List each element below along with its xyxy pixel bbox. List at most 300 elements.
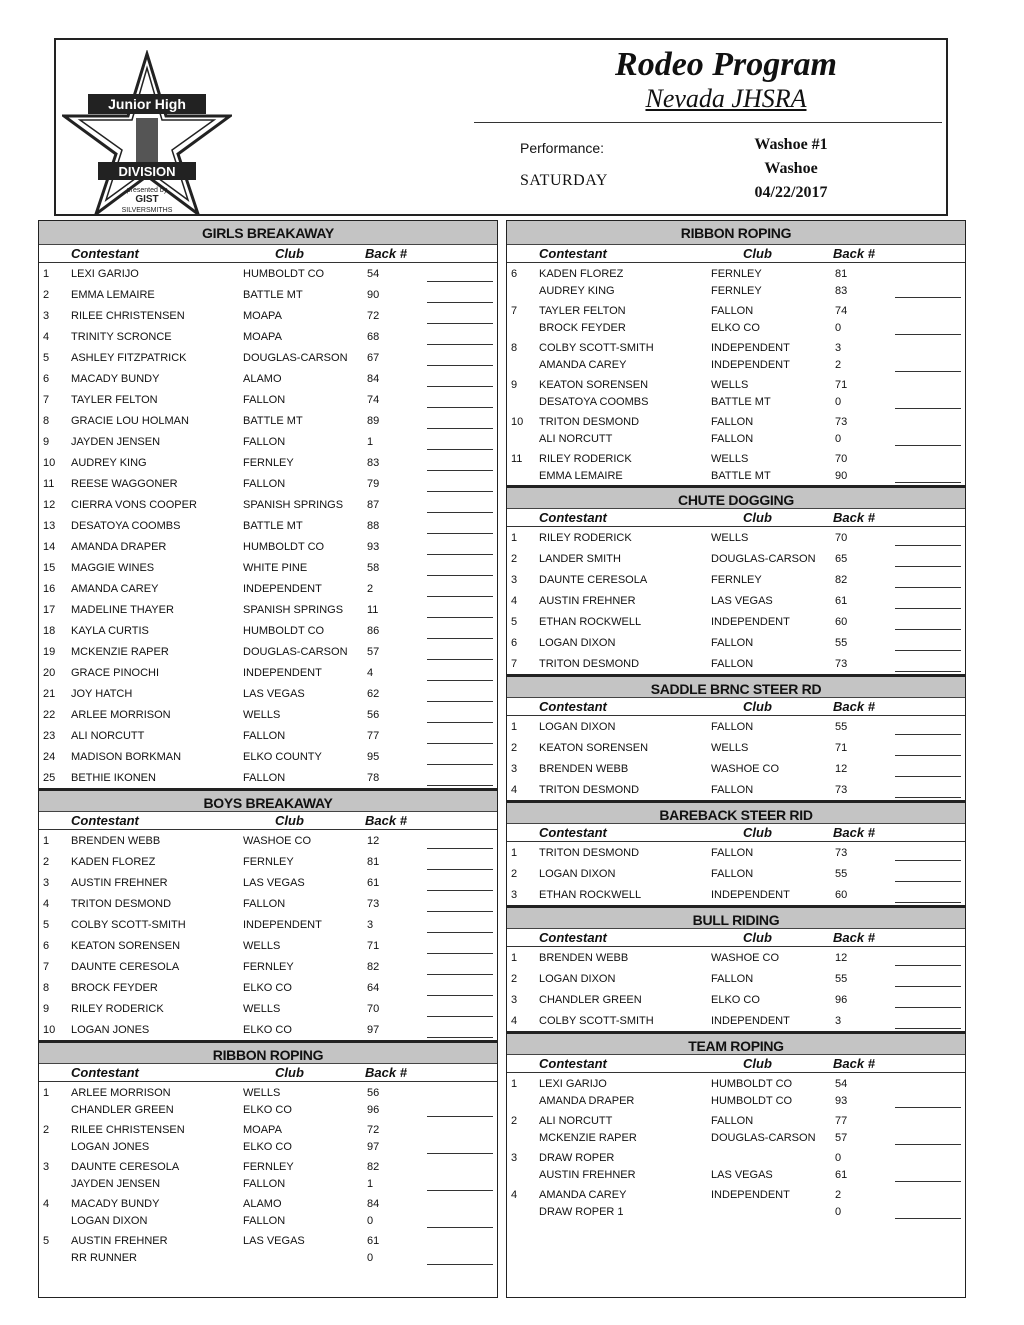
score-line <box>895 629 961 630</box>
entry-row <box>39 389 497 410</box>
event-section-bareback-steer-rid <box>507 800 965 905</box>
score-line <box>427 953 493 954</box>
score-line <box>427 974 493 975</box>
club-name: ELKO CO <box>243 982 292 994</box>
event-title: TEAM ROPING <box>507 1031 965 1055</box>
contestant-name: KADEN FLOREZ <box>71 856 156 868</box>
draw-position: 4 <box>43 1198 50 1210</box>
back-number: 3 <box>835 1015 842 1027</box>
entry-row <box>507 548 965 569</box>
club-name: FALLON <box>711 1115 754 1127</box>
event-section-ribbon-roping <box>507 221 965 485</box>
score-line <box>895 371 961 372</box>
club-name: LAS VEGAS <box>243 1235 305 1247</box>
club-name: FALLON <box>243 478 286 490</box>
club-name: FERNLEY <box>711 268 762 280</box>
back-number: 58 <box>367 562 380 574</box>
back-number: 73 <box>367 898 380 910</box>
partner-club: ELKO CO <box>243 1104 292 1116</box>
score-line <box>427 617 493 618</box>
logo-text-sponsor: GIST <box>135 194 159 205</box>
draw-position: 5 <box>43 919 50 931</box>
back-number: 3 <box>835 342 842 354</box>
club-name: FALLON <box>711 416 754 428</box>
club-name: FALLON <box>243 730 286 742</box>
back-number: 74 <box>835 305 848 317</box>
event-title: BAREBACK STEER RID <box>507 800 965 824</box>
back-number: 55 <box>835 973 848 985</box>
draw-position: 5 <box>43 1235 50 1247</box>
entry-row <box>39 956 497 977</box>
header-club: Club <box>743 1056 772 1071</box>
entry-row <box>39 662 497 683</box>
back-number: 64 <box>367 982 380 994</box>
performance-day: SATURDAY <box>520 172 608 189</box>
draw-position: 4 <box>43 331 50 343</box>
back-number: 73 <box>835 784 848 796</box>
entry-row <box>507 569 965 590</box>
partner-club: FERNLEY <box>711 285 762 297</box>
header-contestant: Contestant <box>71 1065 139 1080</box>
entry-row <box>39 347 497 368</box>
contestant-name: MACADY BUNDY <box>71 373 160 385</box>
contestant-name: DAUNTE CERESOLA <box>71 961 180 973</box>
back-number: 84 <box>367 1198 380 1210</box>
draw-position: 4 <box>511 784 518 796</box>
logo-text-presented: presented by <box>126 187 168 194</box>
partner-back-number: 2 <box>835 359 842 371</box>
draw-position: 3 <box>511 889 518 901</box>
back-number: 60 <box>835 889 848 901</box>
back-number: 88 <box>367 520 380 532</box>
draw-position: 22 <box>43 709 56 721</box>
contestant-name: BRENDEN WEBB <box>539 763 629 775</box>
back-number: 61 <box>367 1235 380 1247</box>
partner-club: LAS VEGAS <box>711 1169 773 1181</box>
score-line <box>427 911 493 912</box>
right-events-column <box>506 220 966 1298</box>
entry-row <box>39 620 497 641</box>
header-club: Club <box>743 825 772 840</box>
club-name: WASHOE CO <box>711 763 780 775</box>
partner-club: DOUGLAS-CARSON <box>711 1132 816 1144</box>
club-name: DOUGLAS-CARSON <box>711 553 816 565</box>
partner-back-number: 0 <box>367 1215 374 1227</box>
draw-position: 5 <box>43 352 50 364</box>
contestant-name: AUSTIN FREHNER <box>71 1235 168 1247</box>
score-line <box>895 902 961 903</box>
partner-club: HUMBOLDT CO <box>711 1095 793 1107</box>
header-club: Club <box>743 246 772 261</box>
partner-name: MCKENZIE RAPER <box>539 1132 637 1144</box>
score-line <box>895 734 961 735</box>
draw-position: 6 <box>43 373 50 385</box>
club-name: FALLON <box>711 637 754 649</box>
rodeo-name: Washoe #1 <box>754 136 828 153</box>
draw-position: 17 <box>43 604 56 616</box>
score-line <box>427 932 493 933</box>
entry-row <box>507 884 965 905</box>
draw-position: 11 <box>511 453 523 465</box>
partner-back-number: 0 <box>835 433 842 445</box>
entry-row <box>39 1119 497 1156</box>
club-name: ELKO CO <box>243 1024 292 1036</box>
contestant-name: RILEY RODERICK <box>71 1003 164 1015</box>
draw-position: 21 <box>43 688 56 700</box>
score-line <box>895 776 961 777</box>
club-name: WELLS <box>711 742 749 754</box>
club-name: BATTLE MT <box>243 289 303 301</box>
draw-position: 18 <box>43 625 56 637</box>
score-line <box>427 365 493 366</box>
back-number: 87 <box>367 499 380 511</box>
contestant-name: AUSTIN FREHNER <box>71 877 168 889</box>
partner-back-number: 83 <box>835 285 848 297</box>
contestant-name: CIERRA VONS COOPER <box>71 499 197 511</box>
header-contestant: Contestant <box>539 930 607 945</box>
score-line <box>427 407 493 408</box>
partner-club: INDEPENDENT <box>711 359 790 371</box>
contestant-name: LEXI GARIJO <box>71 268 139 280</box>
score-line <box>895 1007 961 1008</box>
entry-row <box>39 410 497 431</box>
back-number: 71 <box>835 742 848 754</box>
entry-row <box>507 263 965 300</box>
contestant-name: GRACIE LOU HOLMAN <box>71 415 189 427</box>
contestant-name: TRINITY SCRONCE <box>71 331 172 343</box>
score-line <box>427 386 493 387</box>
club-name: WELLS <box>243 1003 281 1015</box>
score-line <box>427 491 493 492</box>
event-title: SADDLE BRNC STEER RD <box>507 674 965 698</box>
score-line <box>427 470 493 471</box>
partner-name: AMANDA CAREY <box>539 359 627 371</box>
club-name: FALLON <box>711 784 754 796</box>
score-line <box>895 566 961 567</box>
draw-position: 8 <box>43 415 50 427</box>
entry-row <box>507 1073 965 1110</box>
club-name: FALLON <box>711 305 754 317</box>
draw-position: 11 <box>43 478 55 490</box>
contestant-name: ARLEE MORRISON <box>71 1087 171 1099</box>
club-name: HUMBOLDT CO <box>243 541 325 553</box>
header-club: Club <box>275 246 304 261</box>
back-number: 0 <box>835 1152 842 1164</box>
score-line <box>427 1190 493 1191</box>
back-number: 86 <box>367 625 380 637</box>
draw-position: 3 <box>43 877 50 889</box>
back-number: 77 <box>835 1115 848 1127</box>
draw-position: 1 <box>511 1078 518 1090</box>
back-number: 72 <box>367 1124 380 1136</box>
contestant-name: MADELINE THAYER <box>71 604 174 616</box>
column-headers <box>507 509 965 527</box>
draw-position: 9 <box>511 379 518 391</box>
back-number: 56 <box>367 709 380 721</box>
back-number: 60 <box>835 616 848 628</box>
club-name: WELLS <box>711 453 749 465</box>
club-name: SPANISH SPRINGS <box>243 604 344 616</box>
draw-position: 2 <box>511 742 518 754</box>
partner-name: LOGAN DIXON <box>71 1215 148 1227</box>
event-section-chute-dogging <box>507 485 965 674</box>
header-back-number: Back # <box>833 825 875 840</box>
club-name: INDEPENDENT <box>711 1015 790 1027</box>
back-number: 12 <box>835 952 848 964</box>
back-number: 95 <box>367 751 380 763</box>
event-section-ribbon-roping <box>39 1040 497 1267</box>
score-line <box>427 638 493 639</box>
partner-back-number: 90 <box>835 470 848 482</box>
partner-name: AUSTIN FREHNER <box>539 1169 636 1181</box>
contestant-name: LOGAN DIXON <box>539 721 616 733</box>
club-name: WASHOE CO <box>243 835 312 847</box>
entry-row <box>507 337 965 374</box>
draw-position: 2 <box>43 289 50 301</box>
back-number: 77 <box>367 730 380 742</box>
entry-row <box>507 779 965 800</box>
contestant-name: DESATOYA COOMBS <box>71 520 181 532</box>
contestant-name: LANDER SMITH <box>539 553 621 565</box>
draw-position: 1 <box>511 532 518 544</box>
club-name: INDEPENDENT <box>711 1189 790 1201</box>
club-name: FALLON <box>711 658 754 670</box>
club-name: BATTLE MT <box>243 520 303 532</box>
draw-position: 12 <box>43 499 56 511</box>
entry-row <box>39 998 497 1019</box>
club-name: DOUGLAS-CARSON <box>243 352 348 364</box>
score-line <box>427 764 493 765</box>
club-name: ALAMO <box>243 373 282 385</box>
entry-row <box>39 914 497 935</box>
back-number: 70 <box>367 1003 380 1015</box>
draw-position: 8 <box>511 342 518 354</box>
entry-row <box>39 725 497 746</box>
entry-row <box>507 758 965 779</box>
column-headers <box>507 824 965 842</box>
contestant-name: ARLEE MORRISON <box>71 709 171 721</box>
club-name: WASHOE CO <box>711 952 780 964</box>
draw-position: 2 <box>511 1115 518 1127</box>
back-number: 71 <box>367 940 380 952</box>
back-number: 73 <box>835 416 848 428</box>
header-back-number: Back # <box>833 1056 875 1071</box>
club-name: FALLON <box>243 898 286 910</box>
club-name: FERNLEY <box>243 856 294 868</box>
back-number: 83 <box>367 457 380 469</box>
event-title: GIRLS BREAKAWAY <box>39 221 497 245</box>
back-number: 55 <box>835 637 848 649</box>
draw-position: 7 <box>511 658 518 670</box>
contestant-name: CHANDLER GREEN <box>539 994 642 1006</box>
column-headers <box>507 698 965 716</box>
score-line <box>427 1264 493 1265</box>
header-contestant: Contestant <box>539 1056 607 1071</box>
draw-position: 10 <box>43 457 56 469</box>
back-number: 67 <box>367 352 380 364</box>
event-title: RIBBON ROPING <box>39 1040 497 1064</box>
club-name: LAS VEGAS <box>243 877 305 889</box>
rodeo-date: 04/22/2017 <box>754 184 828 201</box>
column-headers <box>39 812 497 830</box>
contestant-name: DRAW ROPER <box>539 1152 615 1164</box>
entry-row <box>39 872 497 893</box>
entry-row <box>507 842 965 863</box>
score-line <box>427 1016 493 1017</box>
back-number: 3 <box>367 919 374 931</box>
entry-row <box>507 300 965 337</box>
score-line <box>895 445 961 446</box>
score-line <box>895 755 961 756</box>
back-number: 2 <box>367 583 374 595</box>
back-number: 4 <box>367 667 374 679</box>
contestant-name: ALI NORCUTT <box>71 730 145 742</box>
back-number: 55 <box>835 868 848 880</box>
back-number: 93 <box>367 541 380 553</box>
club-name: WELLS <box>711 532 749 544</box>
entry-row <box>507 968 965 989</box>
partner-back-number: 0 <box>835 396 842 408</box>
back-number: 57 <box>367 646 380 658</box>
contestant-name: TAYLER FELTON <box>71 394 158 406</box>
junior-high-division-logo <box>62 50 232 216</box>
back-number: 72 <box>367 310 380 322</box>
logo-text-sponsor2: SILVERSMITHS <box>121 207 173 214</box>
contestant-name: BRENDEN WEBB <box>539 952 629 964</box>
score-line <box>427 302 493 303</box>
back-number: 90 <box>367 289 380 301</box>
entry-row <box>39 893 497 914</box>
club-name: FALLON <box>711 868 754 880</box>
header-back-number: Back # <box>365 1065 407 1080</box>
club-name: MOAPA <box>243 310 282 322</box>
draw-position: 8 <box>43 982 50 994</box>
draw-position: 9 <box>43 436 50 448</box>
contestant-name: ETHAN ROCKWELL <box>539 889 642 901</box>
contestant-name: BROCK FEYDER <box>71 982 158 994</box>
entry-row <box>39 473 497 494</box>
back-number: 73 <box>835 658 848 670</box>
club-name: SPANISH SPRINGS <box>243 499 344 511</box>
partner-back-number: 93 <box>835 1095 848 1107</box>
contestant-name: JAYDEN JENSEN <box>71 436 161 448</box>
club-name: FALLON <box>243 436 286 448</box>
entry-row <box>507 411 965 448</box>
entry-row <box>39 830 497 851</box>
performance-label: Performance: <box>520 140 605 156</box>
back-number: 89 <box>367 415 380 427</box>
partner-back-number: 0 <box>367 1252 374 1264</box>
contestant-name: ALI NORCUTT <box>539 1115 613 1127</box>
contestant-name: LOGAN DIXON <box>539 868 616 880</box>
header-club: Club <box>275 813 304 828</box>
event-section-team-roping <box>507 1031 965 1221</box>
draw-position: 1 <box>511 847 518 859</box>
back-number: 2 <box>835 1189 842 1201</box>
draw-position: 4 <box>511 1189 518 1201</box>
club-name: ELKO CO <box>711 994 760 1006</box>
club-name: WELLS <box>243 709 281 721</box>
draw-position: 3 <box>511 763 518 775</box>
draw-position: 3 <box>511 994 518 1006</box>
entry-row <box>39 599 497 620</box>
entry-row <box>507 374 965 411</box>
header-club: Club <box>743 699 772 714</box>
back-number: 78 <box>367 772 380 784</box>
back-number: 12 <box>367 835 380 847</box>
club-name: INDEPENDENT <box>711 616 790 628</box>
club-name: FERNLEY <box>243 457 294 469</box>
entry-row <box>507 1110 965 1147</box>
draw-position: 15 <box>43 562 56 574</box>
contestant-name: LOGAN DIXON <box>539 637 616 649</box>
contestant-name: KEATON SORENSEN <box>71 940 181 952</box>
draw-position: 1 <box>43 268 50 280</box>
back-number: 82 <box>835 574 848 586</box>
entry-row <box>507 653 965 674</box>
score-line <box>427 1153 493 1154</box>
left-events-column <box>38 220 498 1298</box>
header-contestant: Contestant <box>71 813 139 828</box>
score-line <box>427 785 493 786</box>
contestant-name: TRITON DESMOND <box>71 898 172 910</box>
partner-name: ALI NORCUTT <box>539 433 613 445</box>
score-line <box>427 890 493 891</box>
club-name: ALAMO <box>243 1198 282 1210</box>
club-name: LAS VEGAS <box>243 688 305 700</box>
draw-position: 2 <box>43 856 50 868</box>
entry-row <box>39 977 497 998</box>
draw-position: 20 <box>43 667 56 679</box>
back-number: 82 <box>367 961 380 973</box>
contestant-name: TAYLER FELTON <box>539 305 626 317</box>
score-line <box>895 986 961 987</box>
header-back-number: Back # <box>833 699 875 714</box>
partner-name: DESATOYA COOMBS <box>539 396 649 408</box>
draw-position: 7 <box>43 394 50 406</box>
contestant-name: ASHLEY FITZPATRICK <box>71 352 187 364</box>
score-line <box>895 965 961 966</box>
entry-row <box>39 578 497 599</box>
header-contestant: Contestant <box>539 825 607 840</box>
draw-position: 25 <box>43 772 56 784</box>
contestant-name: MAGGIE WINES <box>71 562 155 574</box>
back-number: 79 <box>367 478 380 490</box>
column-headers <box>39 245 497 263</box>
entry-row <box>39 935 497 956</box>
draw-position: 23 <box>43 730 56 742</box>
entry-row <box>39 746 497 767</box>
draw-position: 13 <box>43 520 56 532</box>
entry-row <box>507 947 965 968</box>
program-header <box>54 38 948 216</box>
draw-position: 6 <box>511 637 518 649</box>
draw-position: 24 <box>43 751 56 763</box>
club-name: HUMBOLDT CO <box>711 1078 793 1090</box>
entry-row <box>39 704 497 725</box>
entry-row <box>507 1184 965 1221</box>
entry-row <box>39 683 497 704</box>
contestant-name: KADEN FLOREZ <box>539 268 624 280</box>
entry-row <box>39 1193 497 1230</box>
event-title: RIBBON ROPING <box>507 221 965 245</box>
back-number: 61 <box>367 877 380 889</box>
club-name: BATTLE MT <box>243 415 303 427</box>
draw-position: 2 <box>511 973 518 985</box>
contestant-name: BRENDEN WEBB <box>71 835 161 847</box>
contestant-name: COLBY SCOTT-SMITH <box>539 1015 654 1027</box>
draw-position: 1 <box>511 721 518 733</box>
